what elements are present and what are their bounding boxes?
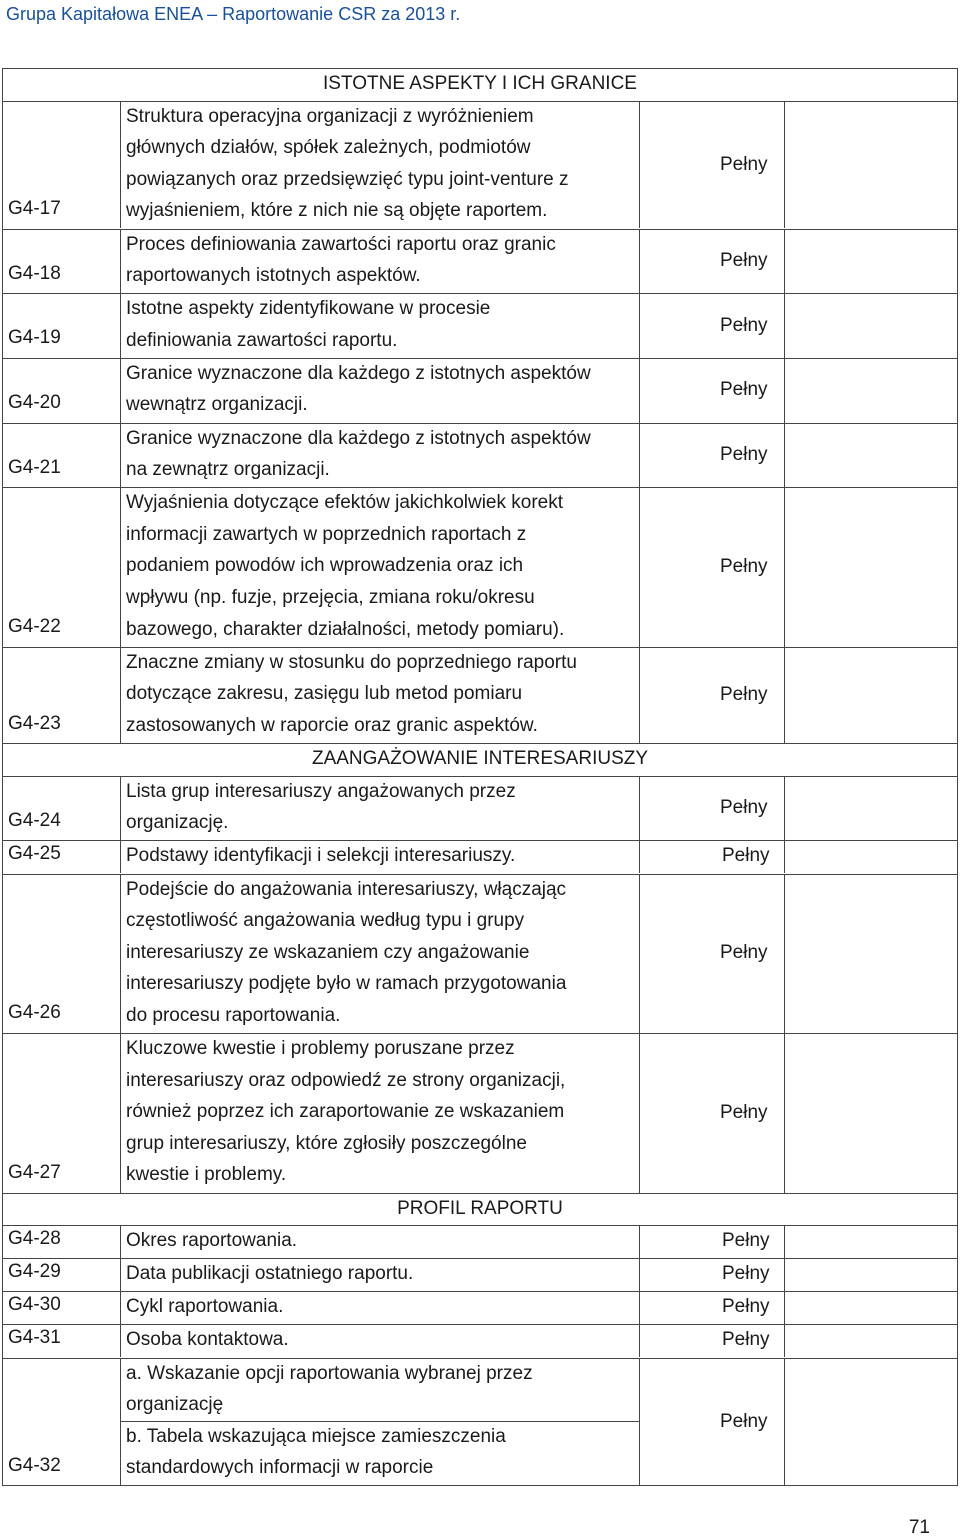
- table-row: [2, 1258, 958, 1291]
- table-row: [2, 874, 958, 1034]
- indicator-description-line: do procesu raportowania.: [126, 1004, 341, 1026]
- table-rule: [639, 840, 640, 873]
- coverage-status: Pełny: [720, 797, 768, 819]
- indicator-description-line: Okres raportowania.: [126, 1230, 298, 1252]
- document-header-title: Grupa Kapitałowa ENEA – Raportowanie CSR za 2013 r.: [6, 4, 461, 24]
- table-rule: [784, 487, 785, 647]
- table-row: [2, 1225, 958, 1258]
- table-rule: [784, 101, 785, 229]
- table-row: [2, 776, 958, 841]
- indicator-description-line: organizację: [126, 1394, 224, 1416]
- table-rule: [784, 1324, 785, 1357]
- coverage-status: Pełny: [720, 379, 768, 401]
- indicator-description-line: zastosowanych w raporcie oraz granic aspektów.: [126, 714, 538, 736]
- table-rule: [639, 776, 640, 841]
- indicator-description-line: wpływu (np. fuzje, przejęcia, zmiana roku/okresu: [126, 587, 535, 609]
- table-rule: [2, 1193, 958, 1194]
- coverage-status: Pełny: [720, 556, 768, 578]
- indicator-description-line: interesariuszy ze wskazaniem czy angażowanie: [126, 941, 530, 963]
- indicator-code: G4-29: [8, 1260, 61, 1282]
- table-rule: [2, 1485, 958, 1486]
- table-rule: [639, 1291, 640, 1324]
- gri-index-table: [2, 68, 958, 1505]
- table-rule: [784, 1033, 785, 1193]
- table-rule: [120, 1358, 121, 1486]
- indicator-code: G4-20: [8, 391, 61, 413]
- section-title: PROFIL RAPORTU: [397, 1197, 563, 1219]
- coverage-status: Pełny: [720, 1101, 768, 1123]
- table-rule: [639, 229, 640, 294]
- table-rule: [639, 874, 640, 1034]
- table-rule: [639, 647, 640, 743]
- indicator-description-line: Istotne aspekty zidentyfikowane w procesie: [126, 298, 491, 320]
- indicator-description-line: Lista grup interesariuszy angażowanych przez: [126, 780, 516, 802]
- indicator-description-line: interesariuszy podjęte było w ramach przygotowania: [126, 973, 567, 995]
- indicator-code: G4-17: [8, 197, 61, 219]
- table-rule: [120, 1225, 121, 1258]
- table-row: [2, 101, 958, 229]
- indicator-code: G4-32: [8, 1454, 61, 1476]
- indicator-description-line: kwestie i problemy.: [126, 1164, 287, 1186]
- table-row: [2, 1291, 958, 1324]
- table-rule: [120, 358, 121, 423]
- indicator-description-line: a. Wskazanie opcji raportowania wybranej przez: [126, 1362, 533, 1384]
- coverage-status: Pełny: [720, 942, 768, 964]
- indicator-code: G4-18: [8, 262, 61, 284]
- indicator-description-line: grup interesariuszy, które zgłosiły poszczególne: [126, 1132, 527, 1154]
- table-rule: [639, 1324, 640, 1357]
- coverage-status: Pełny: [722, 845, 770, 867]
- indicator-description-line: Podstawy identyfikacji i selekcji interesariuszy.: [126, 845, 516, 867]
- indicator-description-line: wyjaśnieniem, które z nich nie są objęte raportem.: [126, 200, 548, 222]
- section-header-row: [2, 68, 958, 100]
- indicator-description-line: powiązanych oraz przedsięwzięć typu joint-venture z: [126, 168, 569, 190]
- table-rule: [639, 1258, 640, 1291]
- indicator-description-line: Cykl raportowania.: [126, 1296, 284, 1318]
- coverage-status: Pełny: [720, 250, 768, 272]
- table-rule: [120, 487, 121, 647]
- indicator-description-line: definiowania zawartości raportu.: [126, 329, 398, 351]
- coverage-status: Pełny: [722, 1296, 770, 1318]
- indicator-code: G4-25: [8, 842, 61, 864]
- indicator-description-line: Granice wyznaczone dla każdego z istotnych aspektów: [126, 427, 591, 449]
- indicator-description-line: na zewnątrz organizacji.: [126, 459, 330, 481]
- coverage-status: Pełny: [720, 314, 768, 336]
- indicator-description-line: interesariuszy oraz odpowiedź ze strony organizacji,: [126, 1069, 566, 1091]
- indicator-description-line: również poprzez ich zaraportowanie ze wskazaniem: [126, 1101, 565, 1123]
- table-row: [2, 840, 958, 873]
- indicator-code: G4-23: [8, 712, 61, 734]
- table-row: [2, 1033, 958, 1193]
- table-rule: [2, 68, 958, 69]
- table-rule: [639, 293, 640, 358]
- indicator-description-line: częstotliwość angażowania według typu i grupy: [126, 910, 525, 932]
- table-rule: [2, 68, 3, 1485]
- table-rule: [120, 293, 121, 358]
- section-title: ISTOTNE ASPEKTY I ICH GRANICE: [323, 73, 637, 94]
- table-rule: [120, 101, 121, 229]
- table-rule: [784, 293, 785, 358]
- indicator-code: G4-30: [8, 1293, 61, 1315]
- table-row: [2, 293, 958, 358]
- coverage-status: Pełny: [720, 153, 768, 175]
- table-row: [2, 423, 958, 488]
- page-number: 71: [908, 1517, 930, 1538]
- table-rule: [120, 423, 121, 488]
- indicator-description-line: Kluczowe kwestie i problemy poruszane przez: [126, 1038, 515, 1059]
- coverage-status: Pełny: [722, 1263, 770, 1285]
- table-rule: [120, 1324, 121, 1357]
- table-rule: [120, 229, 121, 294]
- section-header-row: [2, 743, 958, 775]
- table-rule: [784, 1358, 785, 1486]
- indicator-description-line: raportowanych istotnych aspektów.: [126, 265, 421, 287]
- table-rule: [957, 68, 958, 1485]
- indicator-description-line: podaniem powodów ich wprowadzenia oraz ich: [126, 555, 524, 577]
- table-rule: [120, 1258, 121, 1291]
- table-rule: [120, 874, 121, 1034]
- table-rule: [120, 1291, 121, 1324]
- indicator-code: G4-27: [8, 1161, 61, 1183]
- table-rule: [120, 647, 121, 743]
- indicator-description-line: bazowego, charakter działalności, metody pomiaru).: [126, 618, 565, 640]
- table-row: [2, 647, 958, 743]
- indicator-code: G4-26: [8, 1002, 61, 1024]
- table-rule: [120, 776, 121, 841]
- table-rule: [639, 358, 640, 423]
- table-rule: [120, 840, 121, 873]
- section-title: ZAANGAŻOWANIE INTERESARIUSZY: [311, 748, 649, 770]
- table-rule: [639, 1033, 640, 1193]
- table-rule: [639, 101, 640, 229]
- indicator-code: G4-31: [8, 1326, 61, 1348]
- section-header-row: [2, 1193, 958, 1225]
- table-rule: [784, 840, 785, 873]
- table-row: [2, 1358, 958, 1486]
- indicator-code: G4-22: [8, 616, 61, 638]
- indicator-code: G4-24: [8, 809, 61, 831]
- table-rule: [784, 1291, 785, 1324]
- indicator-description-line: wewnątrz organizacji.: [126, 394, 308, 416]
- indicator-description-line: głównych działów, spółek zależnych, podmiotów: [126, 137, 531, 159]
- indicator-description-line: standardowych informacji w raporcie: [126, 1457, 434, 1479]
- indicator-code: G4-28: [8, 1227, 61, 1249]
- indicator-description-line: Znaczne zmiany w stosunku do poprzedniego raportu: [126, 651, 577, 673]
- indicator-description-line: informacji zawartych w poprzednich raportach z: [126, 523, 527, 545]
- indicator-description-line: dotyczące zakresu, zasięgu lub metod pomiaru: [126, 683, 523, 705]
- indicator-description-line: Osoba kontaktowa.: [126, 1329, 289, 1351]
- table-row: [2, 1324, 958, 1357]
- coverage-status: Pełny: [720, 684, 768, 706]
- indicator-description-line: Data publikacji ostatniego raportu.: [126, 1263, 414, 1285]
- table-rule: [784, 1225, 785, 1258]
- table-rule: [639, 487, 640, 647]
- coverage-status: Pełny: [720, 444, 768, 466]
- coverage-status: Pełny: [722, 1230, 770, 1252]
- indicator-description-line: organizację.: [126, 812, 229, 834]
- indicator-description-line: Proces definiowania zawartości raportu oraz granic: [126, 233, 556, 255]
- table-rule: [784, 423, 785, 488]
- coverage-status: Pełny: [720, 1410, 768, 1432]
- table-rule: [120, 1033, 121, 1193]
- indicator-description-line: Granice wyznaczone dla każdego z istotnych aspektów: [126, 362, 591, 384]
- table-rule: [784, 647, 785, 743]
- indicator-description-line: Struktura operacyjna organizacji z wyróżnieniem: [126, 105, 534, 127]
- table-row: [2, 229, 958, 294]
- indicator-code: G4-19: [8, 327, 61, 349]
- table-rule: [784, 358, 785, 423]
- table-rule: [784, 229, 785, 294]
- indicator-description-line: Wyjaśnienia dotyczące efektów jakichkolwiek korekt: [126, 492, 564, 514]
- table-rule: [784, 776, 785, 841]
- indicator-code: G4-21: [8, 456, 61, 478]
- table-rule: [639, 1358, 640, 1486]
- table-rule: [784, 1258, 785, 1291]
- coverage-status: Pełny: [722, 1329, 770, 1351]
- table-rule: [639, 423, 640, 488]
- table-rule: [2, 743, 958, 744]
- indicator-description-line: b. Tabela wskazująca miejsce zamieszczenia: [126, 1425, 506, 1447]
- table-row: [2, 358, 958, 423]
- table-rule: [639, 1225, 640, 1258]
- indicator-description-line: Podejście do angażowania interesariuszy, włączając: [126, 878, 567, 900]
- table-rule: [784, 874, 785, 1034]
- table-row: [2, 487, 958, 647]
